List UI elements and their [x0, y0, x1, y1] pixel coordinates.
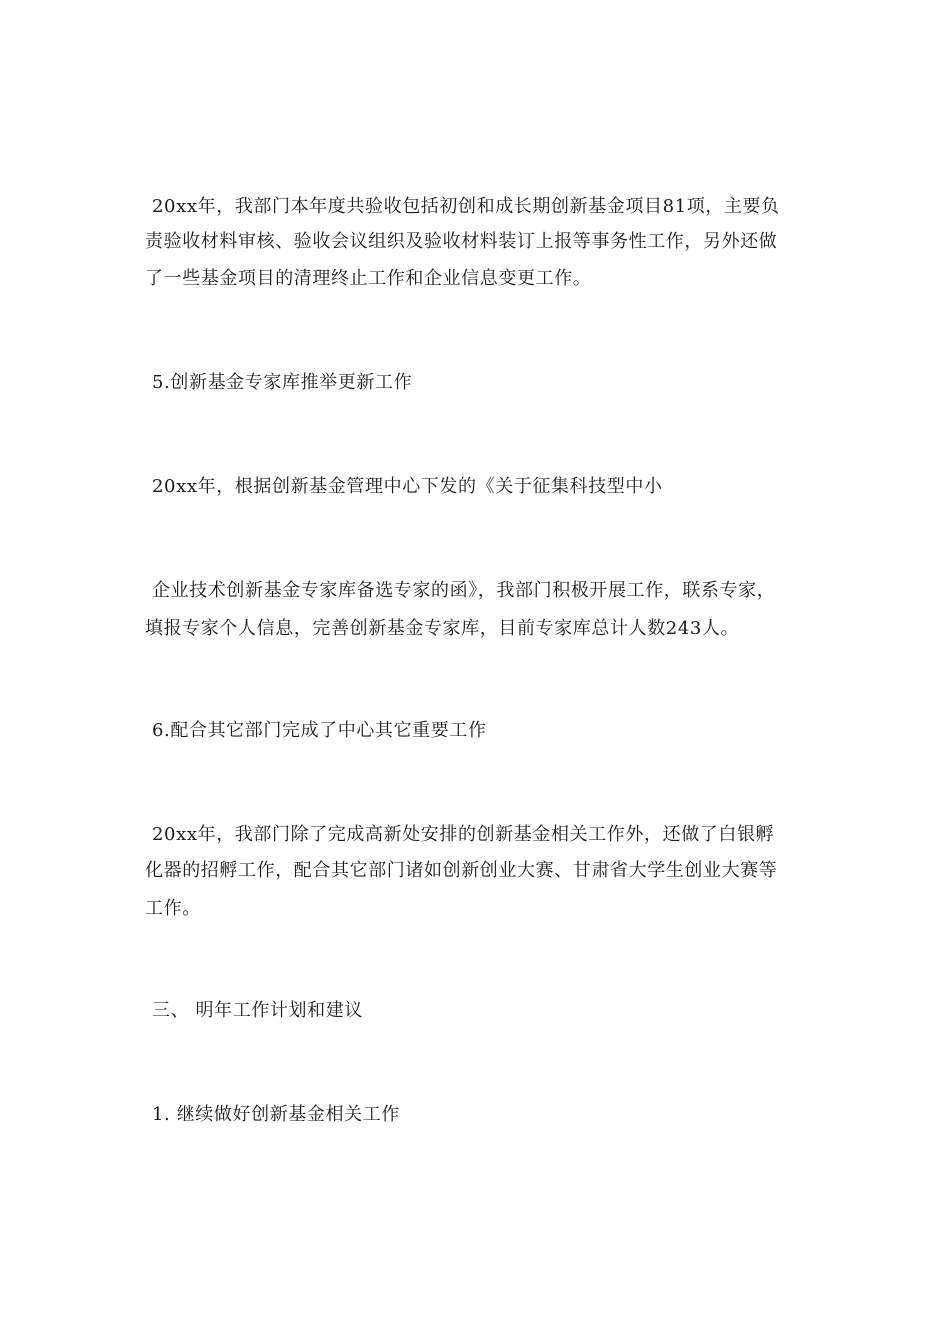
section-heading-next-year-plan: 三、 明年工作计划和建议 — [152, 1000, 363, 1021]
paragraph-cooperation-line-2: 化器的招孵工作，配合其它部门诸如创新创业大赛、甘肃省大学生创业大赛等 — [145, 860, 778, 881]
paragraph-cooperation-line-3: 工作。 — [145, 898, 201, 919]
paragraph-acceptance-line-3: 了一些基金项目的清理终止工作和企业信息变更工作。 — [145, 268, 592, 289]
paragraph-acceptance-line-1: 20xx年，我部门本年度共验收包括初创和成长期创新基金项目81项，主要负 — [152, 196, 780, 217]
paragraph-expert-line-1: 20xx年，根据创新基金管理中心下发的《关于征集科技型中小 — [152, 476, 663, 497]
paragraph-cooperation-line-1: 20xx年，我部门除了完成高新处安排的创新基金相关工作外，还做了白银孵 — [152, 824, 775, 845]
heading-cooperation: 6.配合其它部门完成了中心其它重要工作 — [152, 720, 487, 741]
list-item-innovation-fund: 1. 继续做好创新基金相关工作 — [152, 1104, 400, 1125]
paragraph-expert-line-3: 填报专家个人信息，完善创新基金专家库，目前专家库总计人数243人。 — [145, 618, 740, 639]
paragraph-acceptance-line-2: 责验收材料审核、验收会议组织及验收材料装订上报等事务性工作，另外还做 — [145, 231, 778, 252]
paragraph-expert-line-2: 企业技术创新基金专家库备选专家的函》，我部门积极开展工作，联系专家， — [152, 580, 776, 601]
heading-expert-database: 5.创新基金专家库推举更新工作 — [152, 372, 413, 393]
